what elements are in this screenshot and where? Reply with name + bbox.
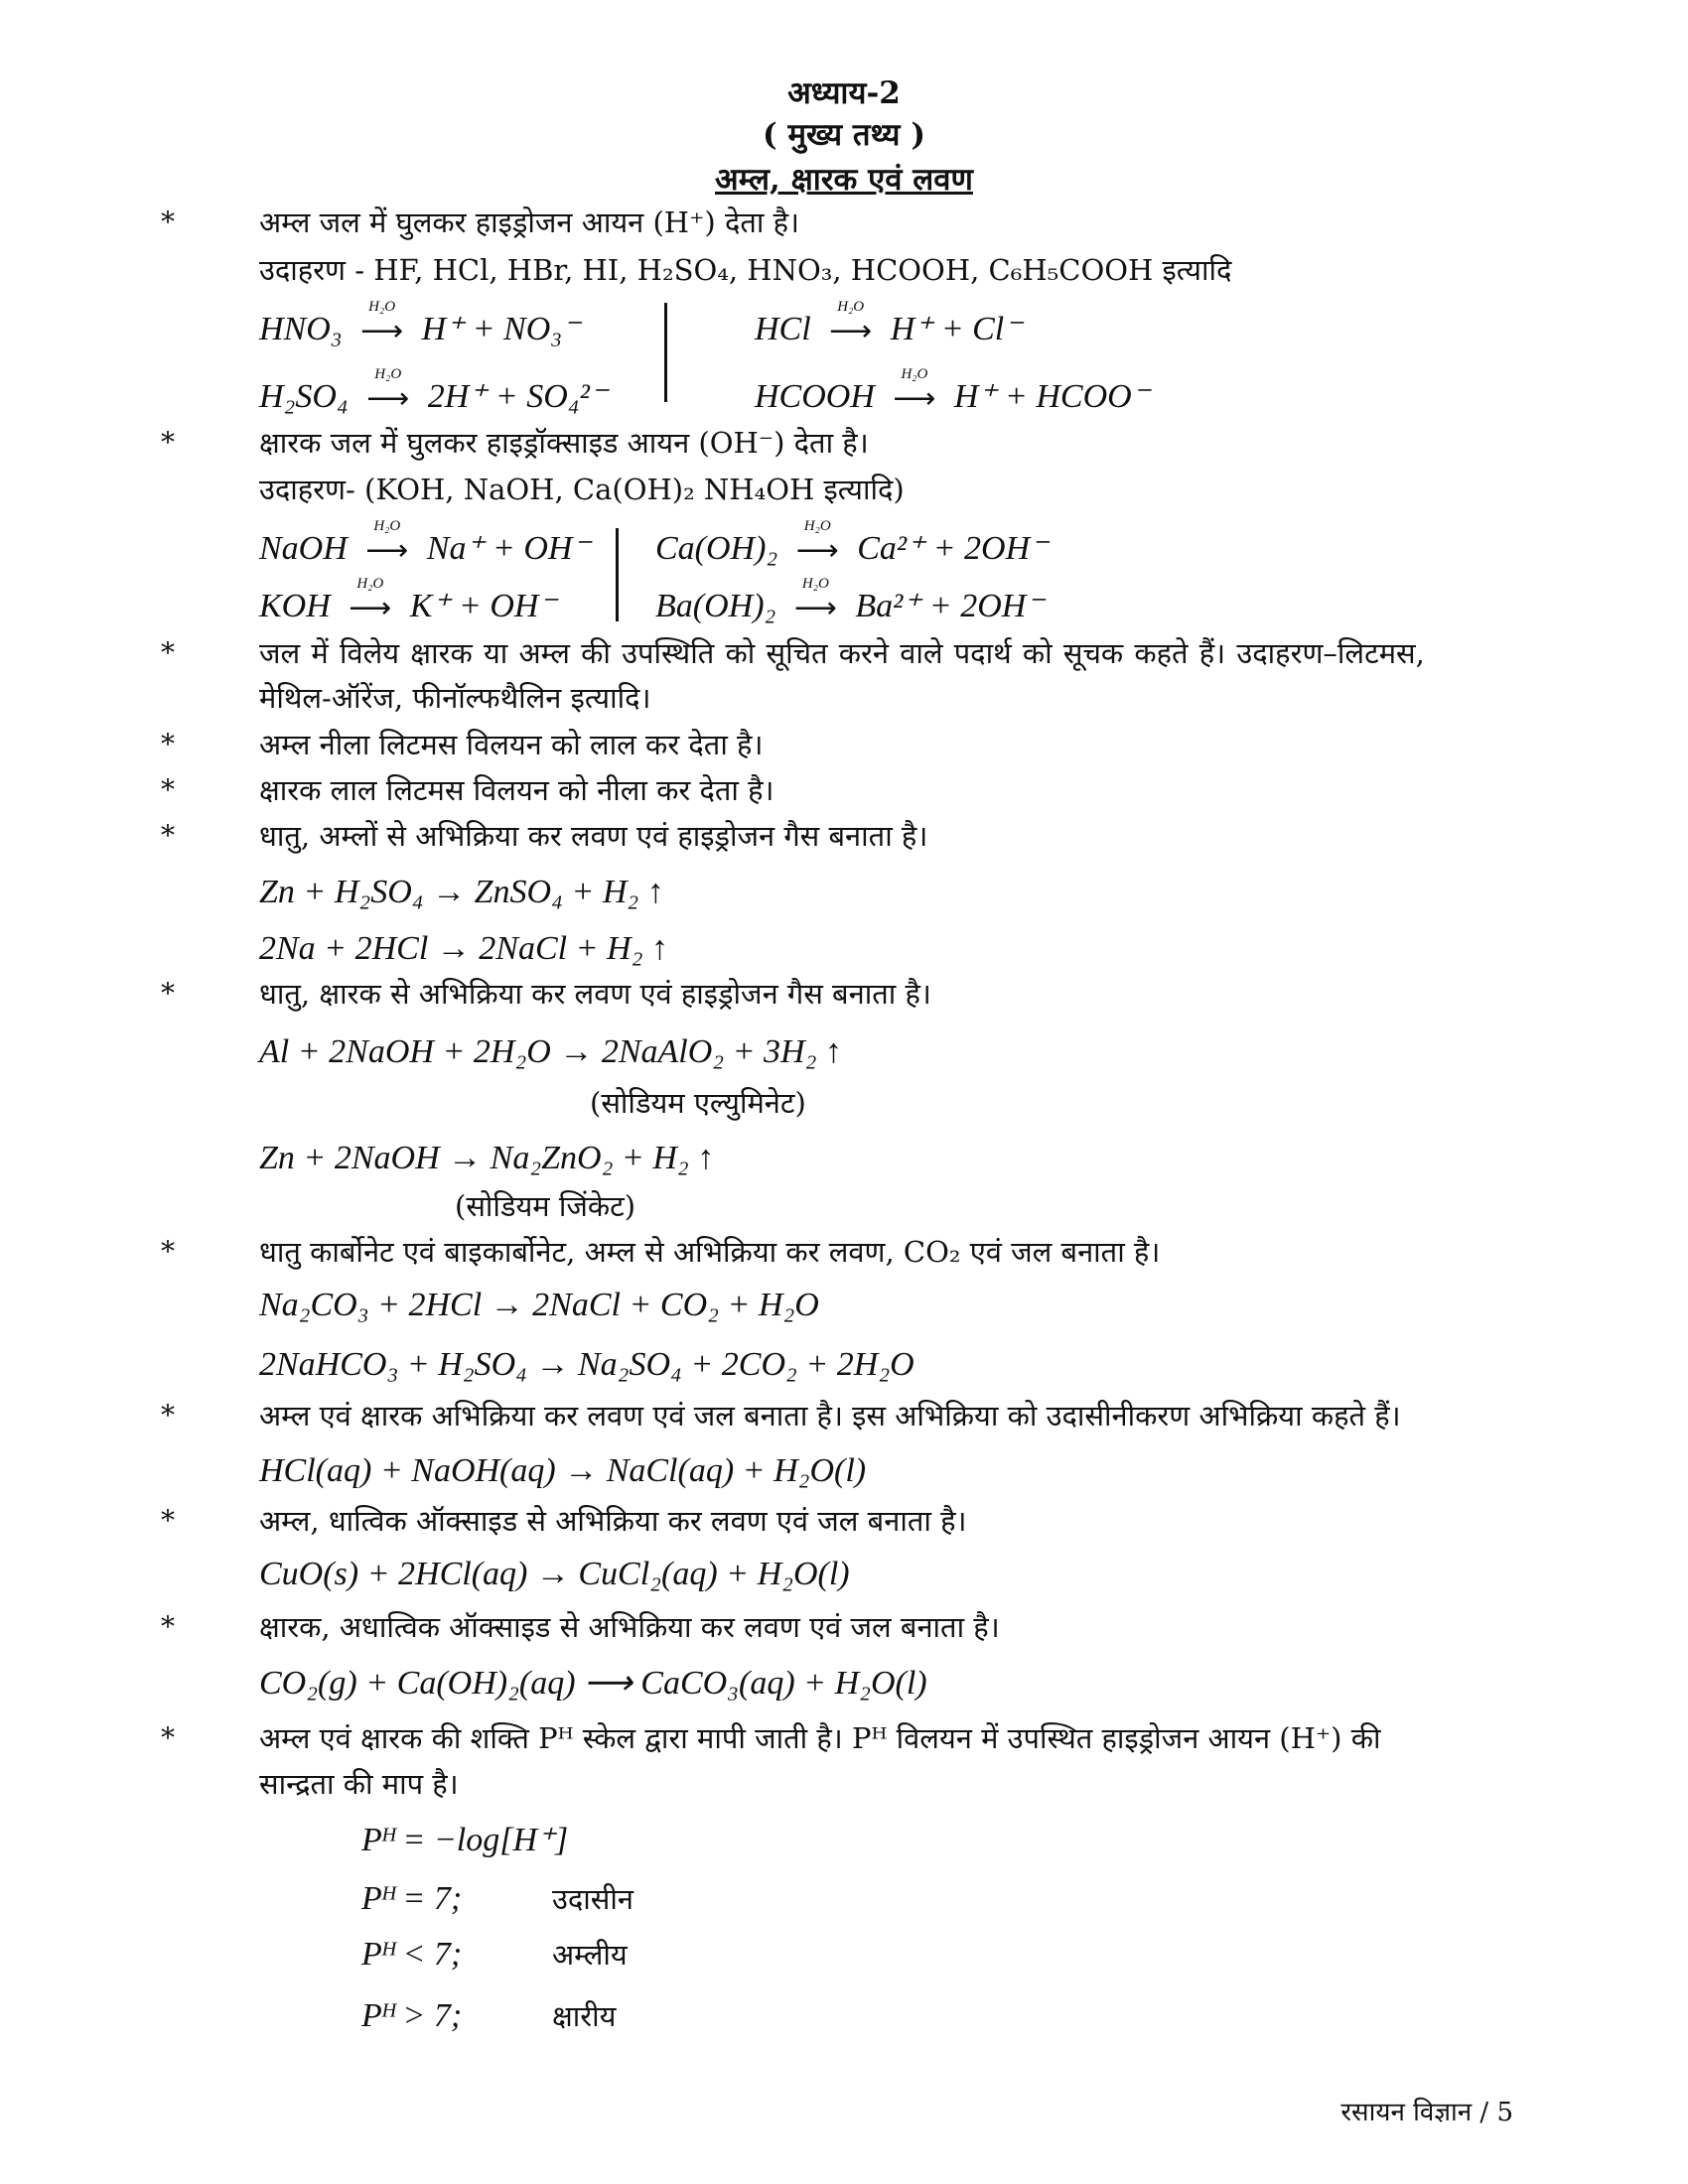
fact-text: क्षारक जल में घुलकर हाइड्रॉक्साइड आयन (OH⁻) देता है। [259, 426, 869, 460]
bullet: * [161, 1504, 175, 1537]
fact-text: अम्ल नीला लिटमस विलयन को लाल कर देता है। [259, 728, 764, 761]
equation-naoh: NaOH H₂O ⟶ Na⁺ + OH⁻ [259, 518, 591, 568]
product-name: (सोडियम एल्युमिनेट) [590, 1086, 806, 1120]
ph-label: क्षारीय [552, 1999, 617, 2033]
equation: Zn + 2NaOH → Na₂ZnO₂ + H₂ ↑ [259, 1140, 715, 1176]
column-divider [664, 303, 667, 402]
ph-expr: Pᴴ < 7; [361, 1936, 463, 1973]
fact-text: अम्ल एवं क्षारक अभिक्रिया कर लवण एवं जल बनाता है। इस अभिक्रिया को उदासीनीकरण अभिक्रिया कहते हैं। [259, 1399, 1401, 1433]
bullet: * [161, 977, 175, 1010]
ph-label: अम्लीय [552, 1938, 628, 1972]
equation-baoh2: Ba(OH)₂ H₂O ⟶ Ba²⁺ + 2OH⁻ [655, 576, 1045, 625]
equation-h2so4: H₂SO₄ H₂O ⟶ 2H⁺ + SO₄²⁻ [259, 366, 608, 416]
equation: HCl(aq) + NaOH(aq) → NaCl(aq) + H₂O(l) [259, 1452, 867, 1489]
equation-hcl: HCl H₂O ⟶ H⁺ + Cl⁻ [755, 299, 1023, 348]
equation: 2NaHCO₃ + H₂SO₄ → Na₂SO₄ + 2CO₂ + 2H₂O [259, 1346, 914, 1383]
chapter-title: अध्याय-2 [787, 75, 901, 111]
fact-text: अम्ल जल में घुलकर हाइड्रोजन आयन (H⁺) देता है। [259, 205, 799, 239]
equation-hcooh: HCOOH H₂O ⟶ H⁺ + HCOO⁻ [755, 366, 1150, 416]
bullet: * [161, 728, 175, 760]
bullet: * [161, 1399, 175, 1432]
fact-text: अम्ल, धात्विक ऑक्साइड से अभिक्रिया कर लवण एवं जल बनाता है। [259, 1504, 967, 1538]
equation-koh: KOH H₂O ⟶ K⁺ + OH⁻ [259, 576, 557, 625]
fact-text: धातु, क्षारक से अभिक्रिया कर लवण एवं हाइड्रोजन गैस बनाता है। [259, 977, 931, 1011]
equation: Al + 2NaOH + 2H₂O → 2NaAlO₂ + 3H₂ ↑ [259, 1033, 842, 1070]
fact-text: जल में विलेय क्षारक या अम्ल की उपस्थिति को सूचित करने वाले पदार्थ को सूचक कहते हैं। उदाहरण–लिटमस, [259, 636, 1425, 670]
ph-expr: Pᴴ > 7; [361, 1997, 463, 2034]
ph-label: उदासीन [552, 1882, 634, 1916]
fact-text: सान्द्रता की माप है। [259, 1767, 459, 1801]
fact-text: मेथिल-ऑरेंज, फीनॉल्फथैलिन इत्यादि। [259, 681, 651, 715]
topic-heading: अम्ल, क्षारक एवं लवण [715, 162, 973, 198]
bullet: * [161, 205, 175, 238]
equation: 2Na + 2HCl → 2NaCl + H₂ ↑ [259, 930, 668, 967]
chapter-subtitle: ( मुख्य तथ्य ) [763, 117, 925, 153]
ph-formula: Pᴴ = −log[H⁺] [361, 1822, 569, 1858]
bullet: * [161, 819, 175, 852]
example-text: उदाहरण - HF, HCl, HBr, HI, H₂SO₄, HNO₃, HCOOH, C₆H₅COOH इत्यादि [259, 253, 1232, 287]
bullet: * [161, 1721, 175, 1754]
fact-text: धातु, अम्लों से अभिक्रिया कर लवण एवं हाइड्रोजन गैस बनाता है। [259, 819, 928, 853]
equation-hno3: HNO₃ H₂O ⟶ H⁺ + NO₃⁻ [259, 299, 581, 348]
fact-text: क्षारक, अधात्विक ऑक्साइड से अभिक्रिया कर लवण एवं जल बनाता है। [259, 1610, 1000, 1644]
equation: CuO(s) + 2HCl(aq) → CuCl₂(aq) + H₂O(l) [259, 1556, 850, 1592]
page-footer: रसायन विज्ञान / 5 [1340, 2098, 1513, 2127]
product-name: (सोडियम जिंकेट) [455, 1189, 636, 1223]
ph-expr: Pᴴ = 7; [361, 1880, 463, 1917]
fact-text: अम्ल एवं क्षारक की शक्ति Pᴴ स्केल द्वारा मापी जाती है। Pᴴ विलयन में उपस्थित हाइड्रोजन आयन (H⁺) की [259, 1721, 1381, 1755]
equation-caoh2: Ca(OH)₂ H₂O ⟶ Ca²⁺ + 2OH⁻ [655, 518, 1049, 568]
fact-text: धातु कार्बोनेट एवं बाइकार्बोनेट, अम्ल से अभिक्रिया कर लवण, CO₂ एवं जल बनाता है। [259, 1235, 1161, 1269]
bullet: * [161, 636, 175, 669]
bullet: * [161, 1235, 175, 1268]
fact-text: क्षारक लाल लिटमस विलयन को नीला कर देता है। [259, 773, 774, 807]
equation: Zn + H₂SO₄ → ZnSO₄ + H₂ ↑ [259, 874, 664, 910]
bullet: * [161, 426, 175, 459]
bullet: * [161, 773, 175, 806]
equation: CO₂(g) + Ca(OH)₂(aq) ⟶ CaCO₃(aq) + H₂O(l) [259, 1665, 927, 1702]
column-divider [616, 528, 619, 621]
equation: Na₂CO₃ + 2HCl → 2NaCl + CO₂ + H₂O [259, 1287, 819, 1323]
example-text: उदाहरण- (KOH, NaOH, Ca(OH)₂ NH₄OH इत्यादि) [259, 473, 905, 506]
bullet: * [161, 1610, 175, 1643]
